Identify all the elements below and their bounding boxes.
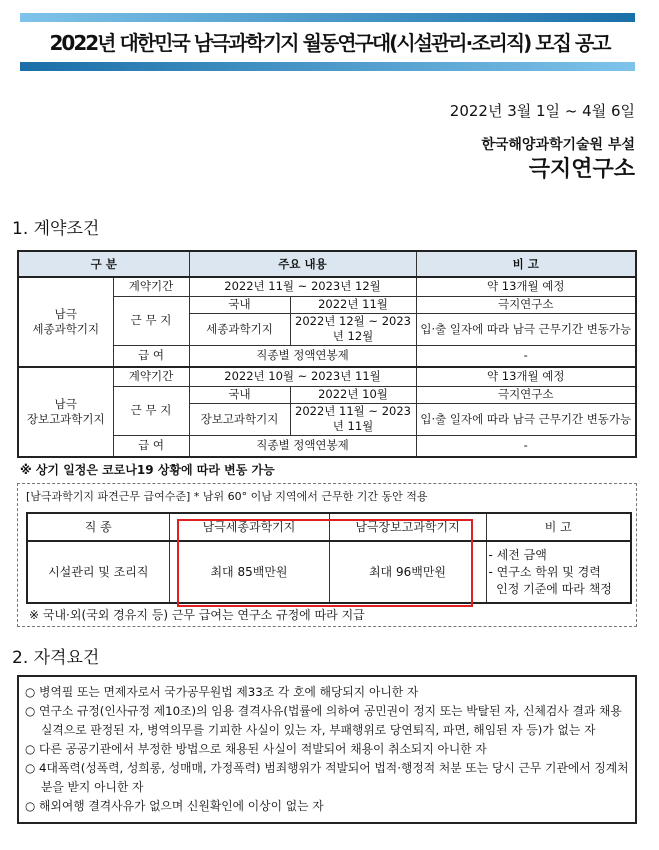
qualifications-box [17, 675, 637, 824]
col-header: 비 고 [486, 513, 631, 541]
salary-box [17, 483, 637, 627]
contract-period: 2022년 11월 ~ 2023년 12월 [189, 277, 416, 296]
site-note: 입·출 일자에 따라 남극 근무기간 변동가능 [416, 313, 636, 345]
col-header: 구 분 [18, 251, 189, 277]
pay-note: - [416, 345, 636, 367]
schedule-note: ※ 상기 일정은 코로나19 상황에 따라 변동 가능 [20, 463, 275, 477]
row-label: 급 여 [113, 435, 189, 457]
salary-remarks [486, 541, 631, 603]
row-label: 계약기간 [113, 367, 189, 386]
title-bar-top [20, 13, 635, 22]
domestic-note: 극지연구소 [416, 296, 636, 313]
row-label: 계약기간 [113, 277, 189, 296]
pay-type: 직종별 정액연봉제 [189, 345, 416, 367]
salary-jangbogo: 최대 96백만원 [329, 541, 486, 603]
col-header: 남극장보고과학기지 [329, 513, 486, 541]
remark: - 세전 금액 [488, 547, 547, 562]
base-name: 남극 세종과학기지 [18, 277, 113, 367]
salary-table-wrap [26, 512, 632, 604]
site-note: 입·출 일자에 따라 남극 근무기간 변동가능 [416, 403, 636, 435]
work-site: 세종과학기지 [189, 313, 290, 345]
qualification-item: ○ 4대폭력(성폭력, 성희롱, 성매매, 가정폭력) 범죄행위가 적발되어 법적·행정적 처분 또는 당시 근무 기관에서 징계처분을 받지 아니한 자 [25, 761, 629, 794]
contract-period: 2022년 10월 ~ 2023년 11월 [189, 367, 416, 386]
salary-sejong: 최대 85백만원 [169, 541, 329, 603]
site-date: 2022년 12월 ~ 2023년 12월 [290, 313, 416, 345]
qualification-item: ○ 병역필 또는 면제자로서 국가공무원법 제33조 각 호에 해당되지 아니한 자 [25, 685, 419, 699]
pay-type: 직종별 정액연봉제 [189, 435, 416, 457]
row-label: 근 무 지 [113, 386, 189, 435]
announcement-date: 2022년 3월 1일 ~ 4월 6일 [449, 102, 635, 120]
content-flow [12, 250, 637, 824]
salary-table [26, 512, 632, 604]
work-domestic: 국내 [189, 296, 290, 313]
site-date: 2022년 11월 ~ 2023년 11월 [290, 403, 416, 435]
col-header: 비 고 [416, 251, 636, 277]
salary-footnote: ※ 국내·외(국외 경유지 등) 근무 급여는 연구소 규정에 따라 지급 [29, 608, 365, 622]
domestic-date: 2022년 10월 [290, 386, 416, 403]
qualification-item: ○ 다른 공공기관에서 부정한 방법으로 채용된 사실이 적발되어 채용이 취소되지 아니한 자 [25, 742, 487, 756]
col-header: 주요 내용 [189, 251, 416, 277]
domestic-note: 극지연구소 [416, 386, 636, 403]
pay-note: - [416, 435, 636, 457]
row-label: 근 무 지 [113, 296, 189, 345]
page-title: 2022년 대한민국 남극과학기지 월동연구대(시설관리·조리직) 모집 공고 [49, 31, 610, 55]
work-domestic: 국내 [189, 386, 290, 403]
section-heading-qualifications: 2. 자격요건 [12, 648, 100, 668]
contract-note: 약 13개월 예정 [416, 277, 636, 296]
col-header: 남극세종과학기지 [169, 513, 329, 541]
title-bar-bottom [20, 62, 635, 71]
contract-note: 약 13개월 예정 [416, 367, 636, 386]
domestic-date: 2022년 11월 [290, 296, 416, 313]
job-type: 시설관리 및 조리직 [27, 541, 169, 603]
organization: 한국해양과학기술원 부설 [481, 137, 635, 153]
work-site: 장보고과학기지 [189, 403, 290, 435]
section-heading-contract: 1. 계약조건 [12, 219, 100, 239]
remark: - 연구소 학위 및 경력 [488, 564, 601, 579]
row-label: 급 여 [113, 345, 189, 367]
remark: 인정 기준에 따라 책정 [488, 581, 612, 596]
base-name: 남극 장보고과학기지 [18, 367, 113, 457]
qualification-item: ○ 해외여행 결격사유가 없으며 신원확인에 이상이 없는 자 [25, 799, 324, 813]
col-header: 직 종 [27, 513, 169, 541]
contract-table [17, 250, 637, 458]
qualification-item: ○ 연구소 규정(인사규정 제10조)의 임용 결격사유(법률에 의하여 공민권이 정지 또는 박탈된 자, 신체검사 결과 채용실격으로 판정된 자, 병역의무를 기피한 사실이 있는 자, 부패행위로 당연퇴직, 파면, 해임된 자 등)가 없는 자 [25, 704, 622, 737]
salary-caption: [남극과학기지 파견근무 급여수준] * 남위 60° 이남 지역에서 근무한 기간 동안 적용 [26, 490, 428, 503]
institute-name: 극지연구소 [528, 157, 635, 182]
